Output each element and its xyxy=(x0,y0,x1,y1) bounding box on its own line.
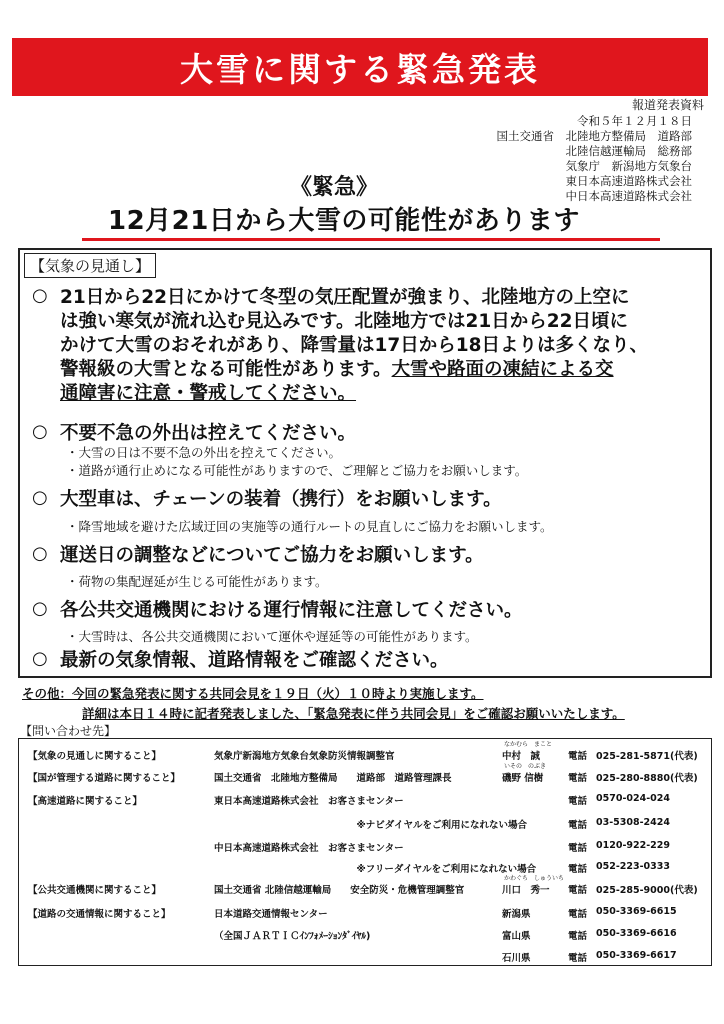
phone-label: 電話 xyxy=(568,909,588,920)
item-sub: ・大雪時は、各公共交通機関において運休や遅延等の可能性があります。 xyxy=(66,629,478,644)
contact-organization: 中日本高速道路株式会社 お客さまセンター xyxy=(214,843,404,854)
urgent-label: 《緊急》 xyxy=(290,175,379,200)
item-title: 運送日の調整などについてご協力をお願いします。 xyxy=(60,545,484,566)
contact-organization: ※フリーダイヤルをご利用になれない場合 xyxy=(214,864,537,875)
issuer-line: 国土交通省 北陸地方整備局 道路部 xyxy=(496,129,692,143)
item-title: 大型車は、チェーンの装着（携行）をお願いします。 xyxy=(60,489,502,510)
phone-label: 電話 xyxy=(568,864,588,875)
contact-person: 富山県 xyxy=(502,931,531,942)
contact-person: 中村 誠 xyxy=(502,751,541,762)
page-title: 大雪に関する緊急発表 xyxy=(180,49,540,89)
issuer-line: 中日本高速道路株式会社 xyxy=(565,189,692,203)
contact-organization: 気象庁新潟地方気象台気象防災情報調整官 xyxy=(214,751,395,762)
outlook-line: 21日から22日にかけて冬型の気圧配置が強まり、北陸地方の上空に xyxy=(60,287,630,308)
issuer-line: 北陸信越運輸局 総務部 xyxy=(565,144,692,158)
phone-label: 電話 xyxy=(568,773,588,784)
item-sub: ・道路が通行止めになる可能性がありますので、ご理解とご協力をお願いします。 xyxy=(66,463,528,478)
contact-category: 【高速道路に関すること】 xyxy=(28,796,143,807)
contact-name-reading: いその のぶき xyxy=(504,763,547,770)
phone-number: 050-3369-6617 xyxy=(596,950,677,961)
contact-name-reading: なかむら まこと xyxy=(504,741,553,748)
other-note: その他：今回の緊急発表に関する共同会見を１９日（火）１０時より実施します。 xyxy=(22,686,484,701)
circle-bullet: ○ xyxy=(32,421,48,442)
contact-organization: （全国ＪＡＲＴＩＣｲﾝﾌｫﾒｰｼｮﾝﾀﾞｲﾔﾙ) xyxy=(214,931,371,942)
document-type: 報道発表資料 xyxy=(631,98,704,112)
phone-label: 電話 xyxy=(568,751,588,762)
outlook-line: は強い寒気が流れ込む見込みです。北陸地方では21日から22日頃に xyxy=(60,311,629,332)
issuer-line: 東日本高速道路株式会社 xyxy=(565,174,692,188)
phone-number: 0120-922-229 xyxy=(596,840,670,851)
headline: 12月21日から大雪の可能性があります xyxy=(108,206,580,236)
contact-category: 【気象の見通しに関すること】 xyxy=(28,751,162,762)
contact-organization: 国土交通省 北陸地方整備局 道路部 道路管理課長 xyxy=(214,773,452,784)
contact-organization: 国土交通省 北陸信越運輸局 安全防災・危機管理調整官 xyxy=(214,885,465,896)
title-banner xyxy=(12,38,708,96)
item-sub: ・大雪の日は不要不急の外出を控えてください。 xyxy=(66,445,342,460)
circle-bullet: ○ xyxy=(32,285,48,306)
phone-label: 電話 xyxy=(568,796,588,807)
phone-label: 電話 xyxy=(568,820,588,831)
phone-number: 0570-024-024 xyxy=(596,793,670,804)
contact-category: 【公共交通機関に関すること】 xyxy=(28,885,162,896)
phone-number: 052-223-0333 xyxy=(596,861,670,872)
outlook-line: かけて大雪のおそれがあり、降雪量は17日から18日よりは多くなり、 xyxy=(60,335,648,356)
phone-label: 電話 xyxy=(568,885,588,896)
item-title: 各公共交通機関における運行情報に注意してください。 xyxy=(60,600,523,621)
circle-bullet: ○ xyxy=(32,648,48,669)
contact-section-label: 【問い合わせ先】 xyxy=(20,724,117,738)
phone-number: 050-3369-6615 xyxy=(596,906,677,917)
outlook-section-label: 【気象の見通し】 xyxy=(24,253,156,278)
phone-number: 050-3369-6616 xyxy=(596,928,677,939)
contact-organization: ※ナビダイヤルをご利用になれない場合 xyxy=(214,820,527,831)
item-title: 不要不急の外出は控えてください。 xyxy=(60,423,357,444)
contact-organization: 日本道路交通情報センター xyxy=(214,909,328,920)
item-title: 最新の気象情報、道路情報をご確認ください。 xyxy=(60,650,449,671)
contact-category: 【道路の交通情報に関すること】 xyxy=(28,909,171,920)
phone-number: 025-285-9000(代表) xyxy=(596,885,698,896)
phone-number: 025-280-8880(代表) xyxy=(596,773,698,784)
item-sub: ・荷物の集配遅延が生じる可能性があります。 xyxy=(66,574,328,589)
phone-label: 電話 xyxy=(568,953,588,964)
headline-underline xyxy=(82,238,660,241)
contact-person: 磯野 信樹 xyxy=(502,773,544,784)
contact-person: 新潟県 xyxy=(502,909,531,920)
circle-bullet: ○ xyxy=(32,543,48,564)
outlook-warning-text: 通障害に注意・警戒してください。 xyxy=(60,383,357,404)
circle-bullet: ○ xyxy=(32,487,48,508)
contact-name-reading: かわぐち しゅういち xyxy=(504,875,565,882)
phone-number: 03-5308-2424 xyxy=(596,817,670,828)
outlook-warning-text: 大雪や路面の凍結による交 xyxy=(391,359,614,380)
issuer-line: 気象庁 新潟地方気象台 xyxy=(565,159,692,173)
contact-category: 【国が管理する道路に関すること】 xyxy=(28,773,181,784)
outlook-line xyxy=(60,358,614,381)
phone-label: 電話 xyxy=(568,931,588,942)
circle-bullet: ○ xyxy=(32,598,48,619)
other-note-detail: 詳細は本日１４時に記者発表しました、「緊急発表に伴う共同会見」をご確認お願いいたします。 xyxy=(82,706,625,721)
phone-label: 電話 xyxy=(568,843,588,854)
contact-person: 石川県 xyxy=(502,953,531,964)
phone-number: 025-281-5871(代表) xyxy=(596,751,698,762)
outlook-line-text: 警報級の大雪となる可能性があります。 xyxy=(60,359,392,380)
item-sub: ・降雪地域を避けた広域迂回の実施等の通行ルートの見直しにご協力をお願いします。 xyxy=(66,519,553,534)
issue-date: 令和５年１２月１８日 xyxy=(577,114,692,128)
contact-person: 川口 秀一 xyxy=(502,885,550,896)
contact-organization: 東日本高速道路株式会社 お客さまセンター xyxy=(214,796,404,807)
